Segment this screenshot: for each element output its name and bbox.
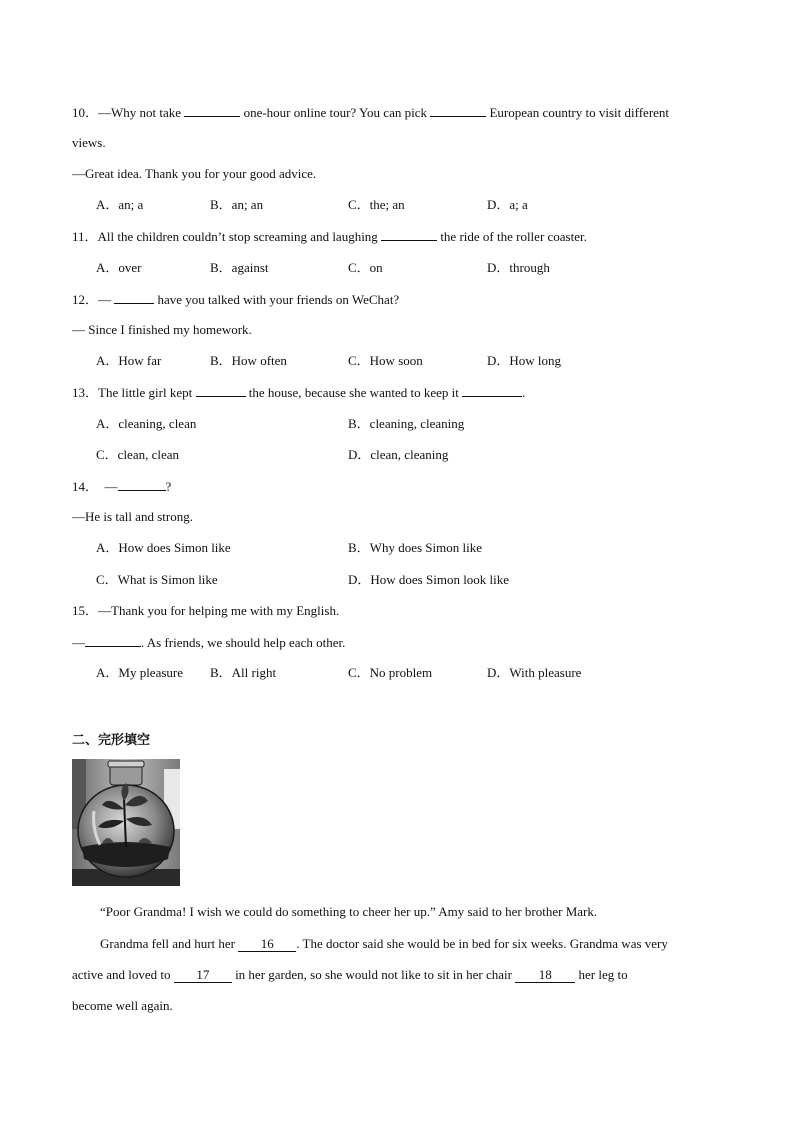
question-13-stem xyxy=(72,384,525,401)
option-d[interactable]: D．How does Simon look like xyxy=(348,572,510,587)
question-number: 11． xyxy=(72,229,98,244)
question-text: European country to visit different xyxy=(489,105,670,120)
question-14-stem xyxy=(72,478,171,495)
question-11-stem xyxy=(72,228,587,245)
option-b[interactable]: B．Why does Simon like xyxy=(348,540,482,555)
question-number: 13． xyxy=(72,385,99,400)
option-a[interactable]: A．over xyxy=(96,260,142,275)
answer-blank[interactable] xyxy=(85,634,141,647)
question-text: . As friends, we should help each other. xyxy=(141,635,346,650)
passage-paragraph-2 xyxy=(100,936,750,952)
option-d[interactable]: D．through xyxy=(487,260,550,275)
question-number: 15． xyxy=(72,603,99,618)
option-c[interactable]: C．clean, clean xyxy=(96,447,180,462)
option-c[interactable]: C．on xyxy=(348,260,383,275)
option-d[interactable]: D．a; a xyxy=(487,197,528,212)
passage-text: her leg to xyxy=(578,967,628,982)
question-14-answer: —He is tall and strong. xyxy=(72,509,193,524)
answer-blank[interactable] xyxy=(184,104,240,117)
question-text: — xyxy=(72,635,85,650)
question-text: All the children couldn’t stop screaming and laughing xyxy=(97,229,378,244)
passage-text: Grandma fell and hurt her xyxy=(100,936,236,951)
question-text: . xyxy=(522,385,526,400)
option-c[interactable]: C．How soon xyxy=(348,353,423,368)
question-number: 14． xyxy=(72,479,99,494)
option-c[interactable]: C．the; an xyxy=(348,197,405,212)
passage-text: . The doctor said she would be in bed for six weeks. Grandma was very xyxy=(296,936,668,951)
option-a[interactable]: A．How far xyxy=(96,353,162,368)
question-text: the ride of the roller coaster. xyxy=(440,229,587,244)
option-a[interactable]: A．an; a xyxy=(96,197,144,212)
section-heading: 二、完形填空 xyxy=(72,733,151,748)
option-b[interactable]: B．an; an xyxy=(210,197,264,212)
question-12-stem xyxy=(72,291,399,308)
option-a[interactable]: A．How does Simon like xyxy=(96,540,231,555)
option-c[interactable]: C．No problem xyxy=(348,665,433,680)
blank-16[interactable]: 16 xyxy=(238,937,296,952)
answer-blank[interactable] xyxy=(114,291,154,304)
option-b[interactable]: B．How often xyxy=(210,353,287,368)
answer-blank[interactable] xyxy=(381,228,437,241)
option-b[interactable]: B．against xyxy=(210,260,269,275)
question-10-cont: views. xyxy=(72,135,106,150)
option-d[interactable]: D．How long xyxy=(487,353,562,368)
answer-blank[interactable] xyxy=(118,478,166,491)
option-b[interactable]: B．cleaning, cleaning xyxy=(348,416,465,431)
question-text: — xyxy=(98,292,112,307)
option-c[interactable]: C．What is Simon like xyxy=(96,572,218,587)
passage-paragraph-1: “Poor Grandma! I wish we could do something to cheer her up.” Amy said to her brother Mark. xyxy=(100,904,598,919)
question-text: one-hour online tour? You can pick xyxy=(243,105,427,120)
option-d[interactable]: D．With pleasure xyxy=(487,665,582,680)
question-15-stem xyxy=(72,603,339,619)
question-text: —Why not take xyxy=(98,105,182,120)
passage-text: in her garden, so she would not like to sit in her chair xyxy=(235,967,512,982)
answer-blank[interactable] xyxy=(196,384,246,397)
question-10-answer: —Great idea. Thank you for your good advice. xyxy=(72,166,317,181)
passage-text: active and loved to xyxy=(72,967,171,982)
passage-paragraph-2-cont xyxy=(72,967,722,983)
question-text: The little girl kept xyxy=(98,385,193,400)
question-number: 12． xyxy=(72,292,99,307)
question-10-stem xyxy=(72,104,669,121)
question-text: have you talked with your friends on WeChat? xyxy=(157,292,400,307)
terrarium-photo xyxy=(72,759,180,886)
question-12-answer: — Since I finished my homework. xyxy=(72,322,252,337)
option-b[interactable]: B．All right xyxy=(210,665,277,680)
question-text: the house, because she wanted to keep it xyxy=(248,385,459,400)
question-text: ? xyxy=(165,479,172,494)
question-text: —Thank you for helping me with my English. xyxy=(98,603,340,618)
answer-blank[interactable] xyxy=(430,104,486,117)
question-15-answer xyxy=(72,634,345,651)
option-a[interactable]: A．My pleasure xyxy=(96,665,184,680)
blank-18[interactable]: 18 xyxy=(515,968,575,983)
answer-blank[interactable] xyxy=(462,384,522,397)
blank-17[interactable]: 17 xyxy=(174,968,232,983)
question-text: — xyxy=(104,479,118,494)
question-number: 10． xyxy=(72,105,99,120)
passage-paragraph-2-end: become well again. xyxy=(72,998,173,1013)
option-a[interactable]: A．cleaning, clean xyxy=(96,416,197,431)
option-d[interactable]: D．clean, cleaning xyxy=(348,447,449,462)
